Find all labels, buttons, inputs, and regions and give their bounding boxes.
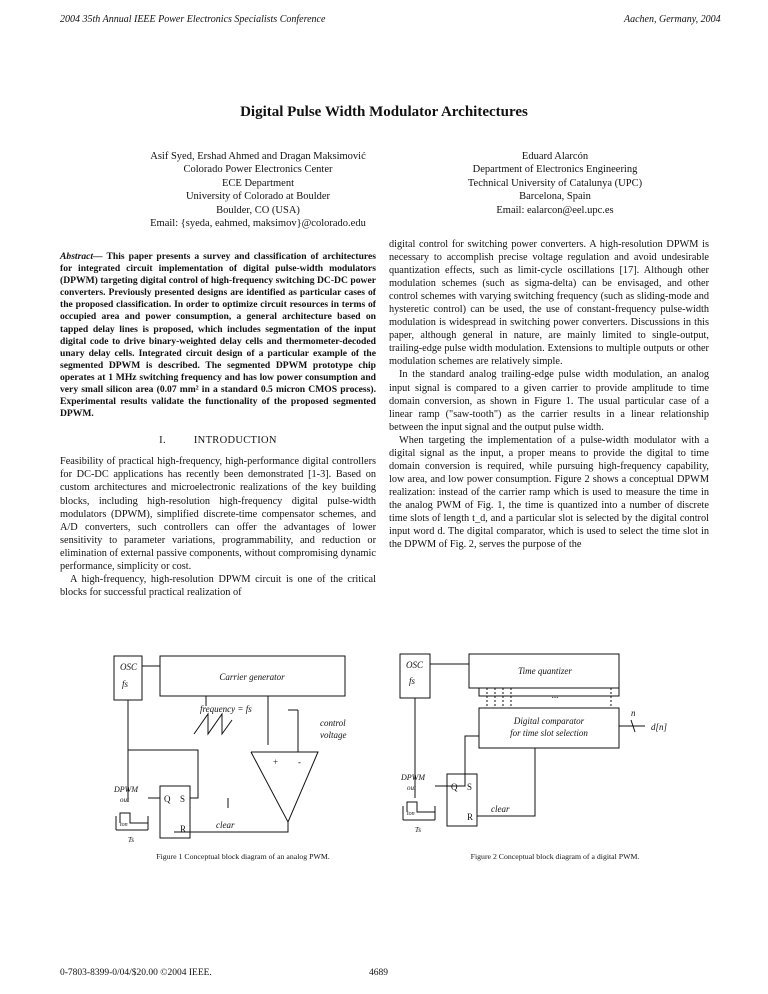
dpwm-label: DPWM: [114, 785, 138, 794]
header-conference: 2004 35th Annual IEEE Power Electronics Specialists Conference: [60, 14, 326, 25]
slot-taps: [479, 688, 619, 696]
sawtooth-symbol: [194, 714, 232, 734]
paragraph: A high-frequency, high-resolution DPWM circuit is one of the critical blocks for successful practical realization of: [60, 573, 376, 598]
author-affil: Barcelona, Spain: [519, 191, 591, 203]
left-column: [60, 251, 376, 599]
paragraph: When targeting the implementation of a pulse-width modulator with a digital signal as the input, a proper means to provide the digital to time domain conversion is required, while pursuing high-frequency capability, low area, and low power consumption. Figure 2 shows a conceptual DPWM realization: instead of the carrier ramp which is used to measure the time in the analog PWM of Fig. 1, the time is quantized into a number of discrete time slots of length t_d, and a particular slot is selected by the digital control input word d. The digital comparator, which is used to select the time slot in the DPWM of Fig. 2, serves the purpose of the: [389, 434, 709, 551]
page-number: 4689: [369, 968, 388, 978]
section-heading: [60, 434, 376, 447]
control-label: control: [320, 718, 346, 728]
author-email: Email: {syeda, eahmed, maksimov}@colorado.edu: [150, 218, 366, 230]
dpwm-label: DPWM: [401, 773, 425, 782]
section-number: I.: [159, 435, 166, 447]
minus-sign: -: [298, 757, 301, 767]
footer-copyright: 0-7803-8399-0/04/$20.00 ©2004 IEEE.: [60, 968, 212, 978]
voltage-label: voltage: [320, 730, 347, 740]
clear-label: clear: [216, 820, 235, 830]
right-column: [389, 238, 709, 551]
figure-2-caption: Figure 2 Conceptual block diagram of a digital PWM.: [470, 852, 640, 861]
quantizer-label: Time quantizer: [518, 666, 572, 676]
author-affil: University of Colorado at Boulder: [185, 191, 331, 203]
paragraph: digital control for switching power converters. A high-resolution DPWM is necessary to accomplish precise voltage regulation and avoid undesirable quantization effects, such as limit-cycle oscillations [17]. Although other modulation schemes (such as sigma-delta) can be envisaged, and other control schemes with varying switching frequency (such as sliding-mode and hysteretic control) can be used, the use of constant-frequency pulse-width modulation is widespread in switching power converters. Discussions in this paper, although general in nature, are mainly limited to single-output, trailing-edge pulse width modulation. Extensions to multiple outputs or other modulation schemes are relatively simple.: [389, 239, 709, 368]
bus-width-label: n: [631, 708, 636, 718]
author-affil: Department of Electronics Engineering: [472, 164, 638, 176]
q-label: Q: [451, 782, 458, 792]
ton-label: ton: [407, 811, 415, 817]
comparator-label: Digital comparator: [513, 716, 585, 726]
q-label: Q: [164, 794, 171, 804]
author-affil: ECE Department: [221, 177, 295, 189]
figure-1-caption: Figure 1 Conceptual block diagram of an analog PWM.: [156, 852, 330, 861]
frequency-label: frequency = fs: [200, 704, 252, 714]
ellipsis: ...: [551, 690, 559, 700]
author-affil: Colorado Power Electronics Center: [183, 164, 333, 176]
wire: [447, 736, 479, 786]
carrier-label: Carrier generator: [219, 672, 285, 682]
osc-label: OSC: [406, 660, 424, 670]
abstract: [60, 251, 376, 420]
s-label: S: [467, 782, 473, 792]
author-block-left: [118, 150, 398, 230]
paragraph: Feasibility of practical high-frequency, high-performance digital controllers for DC-DC applications has recently been demonstrated [1-3]. Based on custom architectures and microelectronic realizations of the key building blocks, including high-resolution high-frequency digital pulse-width modulators (DPWM), simplified discrete-time compensator schemes, and A/D converters, such controllers can offer the advantages of lower sensitivity to parameter variations, programmability, and reduction or elimination of external passive components, without compromising dynamic performance, simplicity or cost.: [60, 456, 376, 572]
author-names: Eduard Alarcón: [521, 151, 589, 162]
author-block-right: [440, 150, 670, 217]
fs-label: fs: [409, 676, 416, 686]
paper-title: Digital Pulse Width Modulator Architectures: [240, 104, 528, 120]
plus-sign: +: [273, 757, 279, 767]
paragraph: In the standard analog trailing-edge pulse width modulation, an analog input signal is compared to a given carrier to provide amplitude to time domain conversion, as shown in Figure 1. The usual particular case of a linear ramp ("saw-tooth") as the carrier results in a linear relationship between the input signal and the output pulse width.: [389, 369, 709, 433]
author-names: Asif Syed, Ershad Ahmed and Dragan Maksimović: [150, 151, 366, 162]
author-affil: Technical University of Catalunya (UPC): [467, 177, 643, 189]
input-word-label: d[n]: [651, 722, 668, 732]
ton-label: ton: [120, 822, 128, 828]
figure-1-diagram: [108, 650, 378, 845]
figure-2-diagram: [395, 646, 715, 841]
author-affil: Boulder, CO (USA): [216, 204, 300, 216]
ts-label: Ts: [415, 826, 421, 834]
header-location: Aachen, Germany, 2004: [624, 14, 721, 25]
r-label: R: [180, 824, 187, 834]
section-title: INTRODUCTION: [193, 435, 277, 447]
out-label: out: [407, 784, 416, 792]
wire: [128, 750, 198, 798]
abstract-text: This paper presents a survey and classification of architectures for integrated circuit implementation of digital pulse-width modulators (DPWM) targeting digital control of high-frequency switching DC-DC power converters. Previously presented designs are identified as particular cases of the proposed classification. In order to optimize circuit resources in terms of occupied area and power consumption, a general architecture based on tapped delay lines is proposed, which includes segmentation of the input digital code to drive binary-weighted delay cells and thermometer-decoded unary delay cells. Integrated circuit design of a particular example of the segmented DPWM is described. The segmented DPWM prototype chip operates at 1 MHz switching frequency and has low power consumption and very small silicon area (0.07 mm² in a standard 0.5 micron CMOS process). Experimental results validate the functionality of the proposed segmented DPWM.: [60, 251, 376, 420]
comparator-sublabel: for time slot selection: [510, 728, 588, 738]
comparator-triangle: [251, 752, 318, 822]
s-label: S: [180, 794, 186, 804]
ts-label: Ts: [128, 836, 134, 844]
fs-label: fs: [122, 679, 129, 689]
out-label: out: [120, 796, 129, 804]
author-email: Email: ealarcon@eel.upc.es: [496, 204, 614, 216]
abstract-lead: Abstract—: [60, 251, 103, 262]
osc-label: OSC: [120, 662, 138, 672]
clear-label: clear: [491, 804, 510, 814]
r-label: R: [467, 812, 474, 822]
